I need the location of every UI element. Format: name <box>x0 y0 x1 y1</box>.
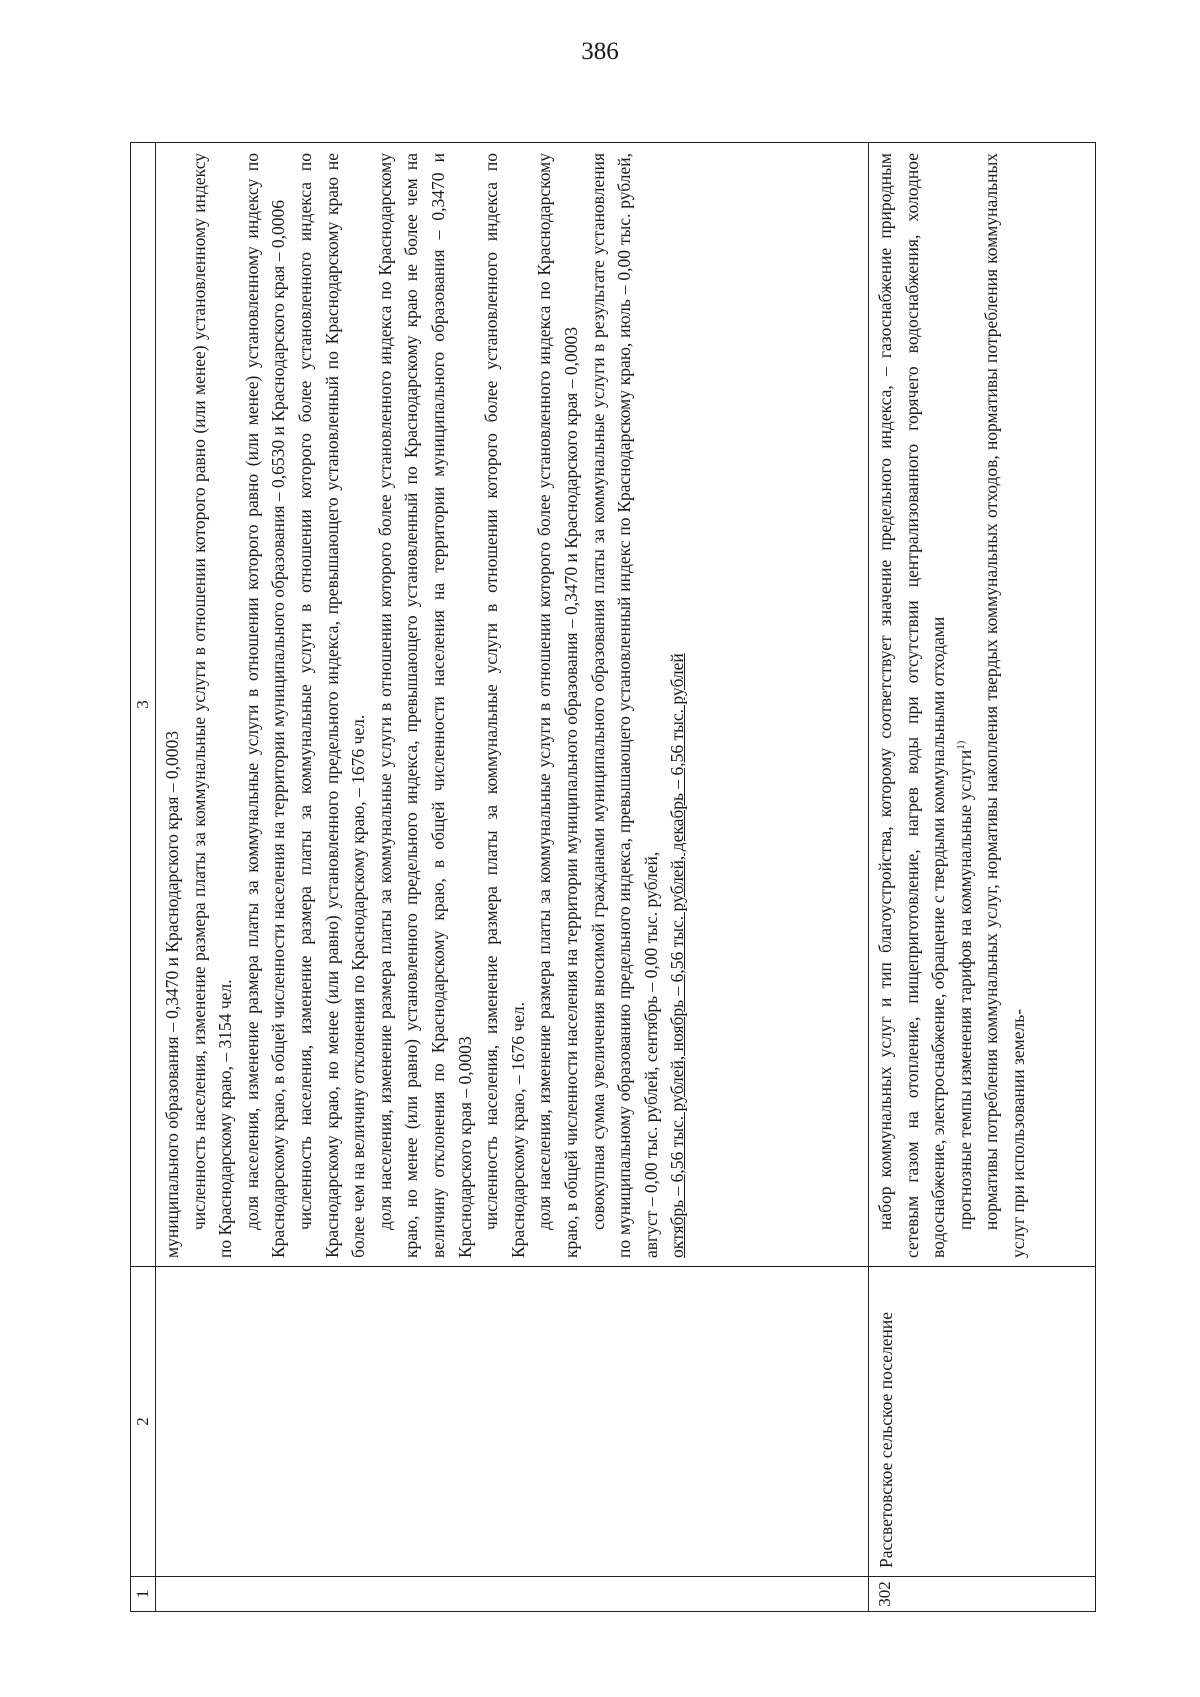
row-name-cell: Рассветовское сельское поселение <box>869 1267 1096 1577</box>
text-paragraph: нормативы потребления коммунальных услуг, нормативы накопления твердых коммунальных отходов, нормативы потребления коммунальных услуг при использовании земель- <box>981 153 1028 1258</box>
data-table <box>130 142 1096 1612</box>
row-name-cell <box>156 1267 869 1577</box>
text-paragraph: муниципального образования – 0,3470 и Краснодарского края – 0,0003 <box>162 731 182 1258</box>
header-col-2: 2 <box>131 1267 156 1577</box>
row-text-cell <box>156 143 869 1267</box>
row-text-cell <box>869 143 1096 1267</box>
header-col-3: 3 <box>131 143 156 1267</box>
text-paragraph: доля населения, изменение размера платы за коммунальные услуги в отношении которого более установленного индекса по Краснодарскому краю, но менее (или равно) установленного предельного индекса, превышающего установленный по Краснодарскому краю не более чем на величину отклонения по Краснодарскому краю, в общей численности населения на территории муниципального образования – 0,3470 и Краснодарского края – 0,0003 <box>374 153 475 1258</box>
text-paragraph: набор коммунальных услуг и тип благоустройства, которому соответствует значение предельного индекса, – газоснабжение природным сетевым газом на отопление, пищеприготовление, нагрев воды при отсутствии централизованного горячего водоснабжения, холодное водоснабжение, электроснабжение, обращение с твердыми коммунальными отходами <box>875 153 949 1258</box>
text-paragraph-forecast <box>952 153 979 1258</box>
text-paragraph: численность населения, изменение размера платы за коммунальные услуги в отношении которого равно (или менее) установленному индексу по Краснодарскому краю, – 3154 чел. <box>188 153 236 1258</box>
text-paragraph: численность населения, изменение размера платы за коммунальные услуги в отношении которого более установленного индекса по Краснодарскому краю, но менее (или равно) установленного предельного индекса, превышающего установленный по Краснодарскому краю не более чем на величину отклонения по Краснодарскому краю, – 1676 чел. <box>294 153 369 1258</box>
header-col-1: 1 <box>131 1577 156 1612</box>
text-paragraph: доля населения, изменение размера платы за коммунальные услуги в отношении которого равно (или менее) установленному индексу по Краснодарскому краю, в общей численности населения на территории муниципального образования – 0,6530 и Краснодарского края – 0,0006 <box>241 153 289 1258</box>
underlined-text: октябрь – 6,56 тыс. рублей, ноябрь – 6,56 тыс. рублей, декабрь – 6,56 тыс. рублей <box>667 653 688 1258</box>
text-paragraph: численность населения, изменение размера платы за коммунальные услуги в отношении которого более установленного индекса по Краснодарскому краю, – 1676 чел. <box>481 153 528 1258</box>
row-number-cell <box>156 1577 869 1612</box>
table-row <box>156 143 869 1612</box>
footnote-marker: 1) <box>954 740 967 750</box>
text-paragraph-underlined-end <box>664 153 691 1258</box>
forecast-text: прогнозные темпы изменения тарифов на коммунальные услуги <box>954 749 975 1230</box>
text-paragraph: доля населения, изменение размера платы за коммунальные услуги в отношении которого более установленного индекса по Краснодарскому краю, в общей численности населения на территории муниципального образования – 0,3470 и Краснодарского края – 0,0003 <box>534 153 581 1258</box>
table-row-302 <box>869 143 1096 1612</box>
table-header-row <box>131 143 156 1612</box>
text-paragraph: совокупная сумма увеличения вносимой гражданами муниципального образования платы за коммунальные услуги в результате установления по муниципальному образованию предельного индекса, превышающего установленный индекс по Краснодарскому краю, июль – 0,00 тыс. рублей, август – 0,00 тыс. рублей, сентябрь – 0,00 тыс. рублей, <box>587 153 661 1258</box>
table-frame <box>130 142 1070 1612</box>
page-number: 386 <box>581 38 619 65</box>
row-number-cell: 302 <box>869 1577 1096 1612</box>
